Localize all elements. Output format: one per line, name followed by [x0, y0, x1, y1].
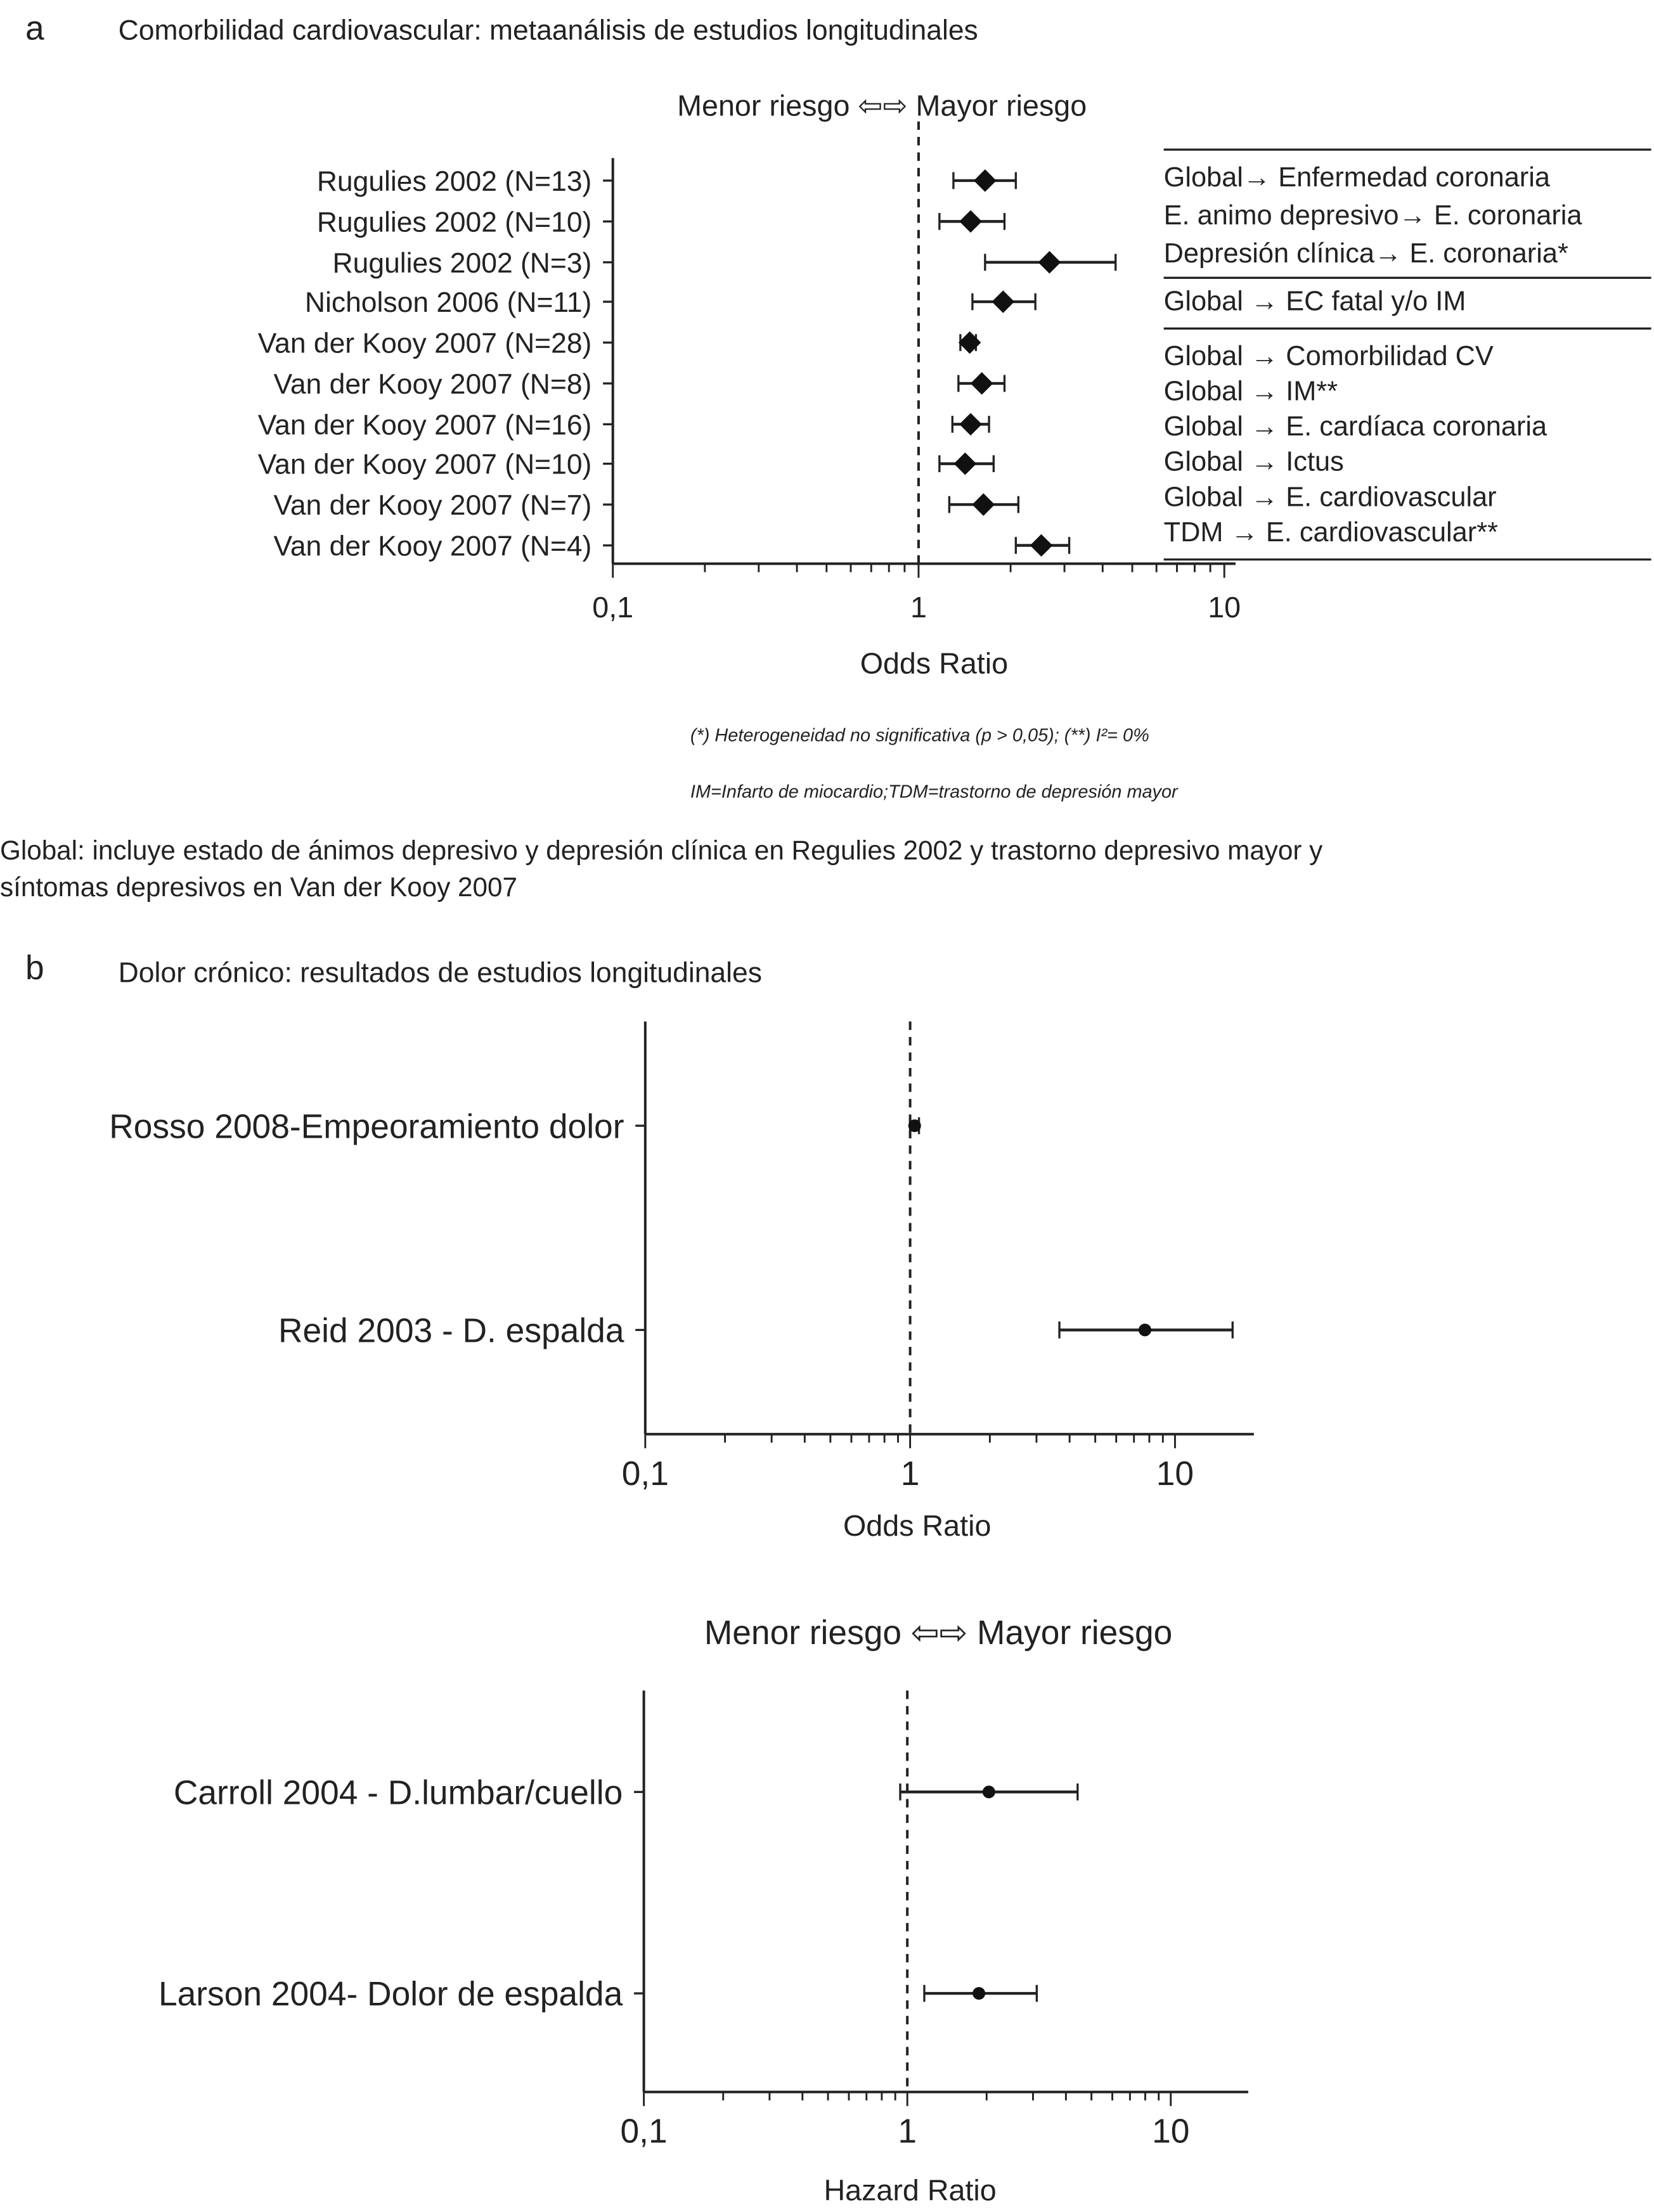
study-label: Rugulies 2002 (N=3) [332, 247, 592, 279]
study-label: Van der Kooy 2007 (N=16) [257, 409, 592, 441]
panel-b1-xlabel: Odds Ratio [843, 1508, 992, 1542]
study-label: Rugulies 2002 (N=10) [316, 207, 592, 238]
panel-a-forest-plot [258, 122, 1241, 624]
outcome-legend-item: Global → E. cardíaca coronaria [1163, 411, 1547, 442]
x-tick-label: 1 [900, 1455, 920, 1493]
panel-a-xlabel: Odds Ratio [860, 646, 1009, 680]
x-tick-label: 10 [1152, 2112, 1190, 2151]
outcome-legend-item: Global → E. cardiovascular [1163, 482, 1497, 513]
point-estimate-diamond [959, 331, 981, 354]
x-tick-label: 0,1 [592, 590, 634, 624]
x-tick-label: 10 [1208, 590, 1241, 624]
outcome-legend-item: Global→ Enfermedad coronaria [1163, 162, 1550, 193]
point-estimate-diamond [959, 210, 982, 233]
study-label: Larson 2004- Dolor de espalda [158, 1976, 623, 2014]
x-tick-label: 0,1 [621, 1455, 669, 1493]
panel-a-direction-label: Menor riesgo ⇦⇨ Mayor riesgo [677, 89, 1087, 122]
point-estimate-dot [972, 1987, 985, 2000]
study-label: Van der Kooy 2007 (N=4) [273, 530, 592, 562]
x-tick-label: 1 [910, 590, 927, 624]
panel-a-letter: a [25, 10, 44, 48]
point-estimate-diamond [1038, 251, 1061, 274]
footnote-heterogeneity: (*) Heterogeneidad no significativa (p > 0,05); (**) I²= 0% [690, 725, 1149, 746]
outcome-legend-item: Global → Ictus [1163, 446, 1344, 477]
panel-a-outcome-legend [1164, 162, 1583, 548]
panel-b-letter: b [25, 949, 44, 987]
panel-a-title: Comorbilidad cardiovascular: metaanálisis de estudios longitudinales [118, 15, 978, 46]
point-estimate-diamond [971, 372, 993, 395]
outcome-legend-item: Global → Comorbilidad CV [1163, 341, 1494, 372]
outcome-legend-item: E. animo depresivo→ E. coronaria [1163, 200, 1582, 231]
point-estimate-diamond [1030, 534, 1053, 557]
point-estimate-dot [1139, 1323, 1151, 1336]
study-label: Reid 2003 - D. espalda [278, 1312, 624, 1350]
global-note-line-2: síntomas depresivos en Van der Kooy 2007 [0, 871, 517, 902]
study-label: Carroll 2004 - D.lumbar/cuello [173, 1774, 623, 1812]
study-label: Van der Kooy 2007 (N=28) [257, 328, 592, 359]
x-tick-label: 1 [898, 2112, 917, 2151]
x-tick-label: 0,1 [620, 2112, 668, 2151]
point-estimate-diamond [972, 493, 995, 516]
panel-b2-direction-label: Menor riesgo ⇦⇨ Mayor riesgo [704, 1614, 1173, 1652]
point-estimate-diamond [992, 290, 1014, 313]
study-label: Nicholson 2006 (N=11) [304, 287, 592, 319]
outcome-legend-item: Global → EC fatal y/o IM [1163, 286, 1466, 317]
x-tick-label: 10 [1156, 1455, 1194, 1493]
footnote-abbreviations: IM=Infarto de miocardio;TDM=trastorno de depresión mayor [690, 781, 1178, 802]
study-label: Rugulies 2002 (N=13) [316, 165, 592, 197]
study-label: Van der Kooy 2007 (N=7) [273, 490, 592, 522]
panel-b-title: Dolor crónico: resultados de estudios longitudinales [118, 957, 762, 989]
point-estimate-diamond [959, 413, 982, 436]
outcome-legend-item: Depresión clínica→ E. coronaria* [1163, 238, 1568, 269]
outcome-legend-item: Global → IM** [1163, 376, 1338, 407]
panel-b1-forest-plot [109, 1022, 1254, 1493]
point-estimate-diamond [954, 453, 977, 475]
study-label: Van der Kooy 2007 (N=8) [273, 368, 592, 400]
point-estimate-dot [983, 1785, 995, 1798]
panel-b2-forest-plot [158, 1690, 1248, 2150]
panel-b2-xlabel: Hazard Ratio [824, 2173, 997, 2207]
study-label: Van der Kooy 2007 (N=10) [257, 449, 592, 480]
point-estimate-diamond [974, 169, 997, 192]
study-label: Rosso 2008-Empeoramiento dolor [109, 1108, 624, 1146]
outcome-legend-item: TDM → E. cardiovascular** [1163, 517, 1498, 548]
point-estimate-dot [908, 1119, 921, 1132]
global-note-line-1: Global: incluye estado de ánimos depresivo y depresión clínica en Regulies 2002 y trastorno depresivo mayor y [0, 835, 1323, 866]
